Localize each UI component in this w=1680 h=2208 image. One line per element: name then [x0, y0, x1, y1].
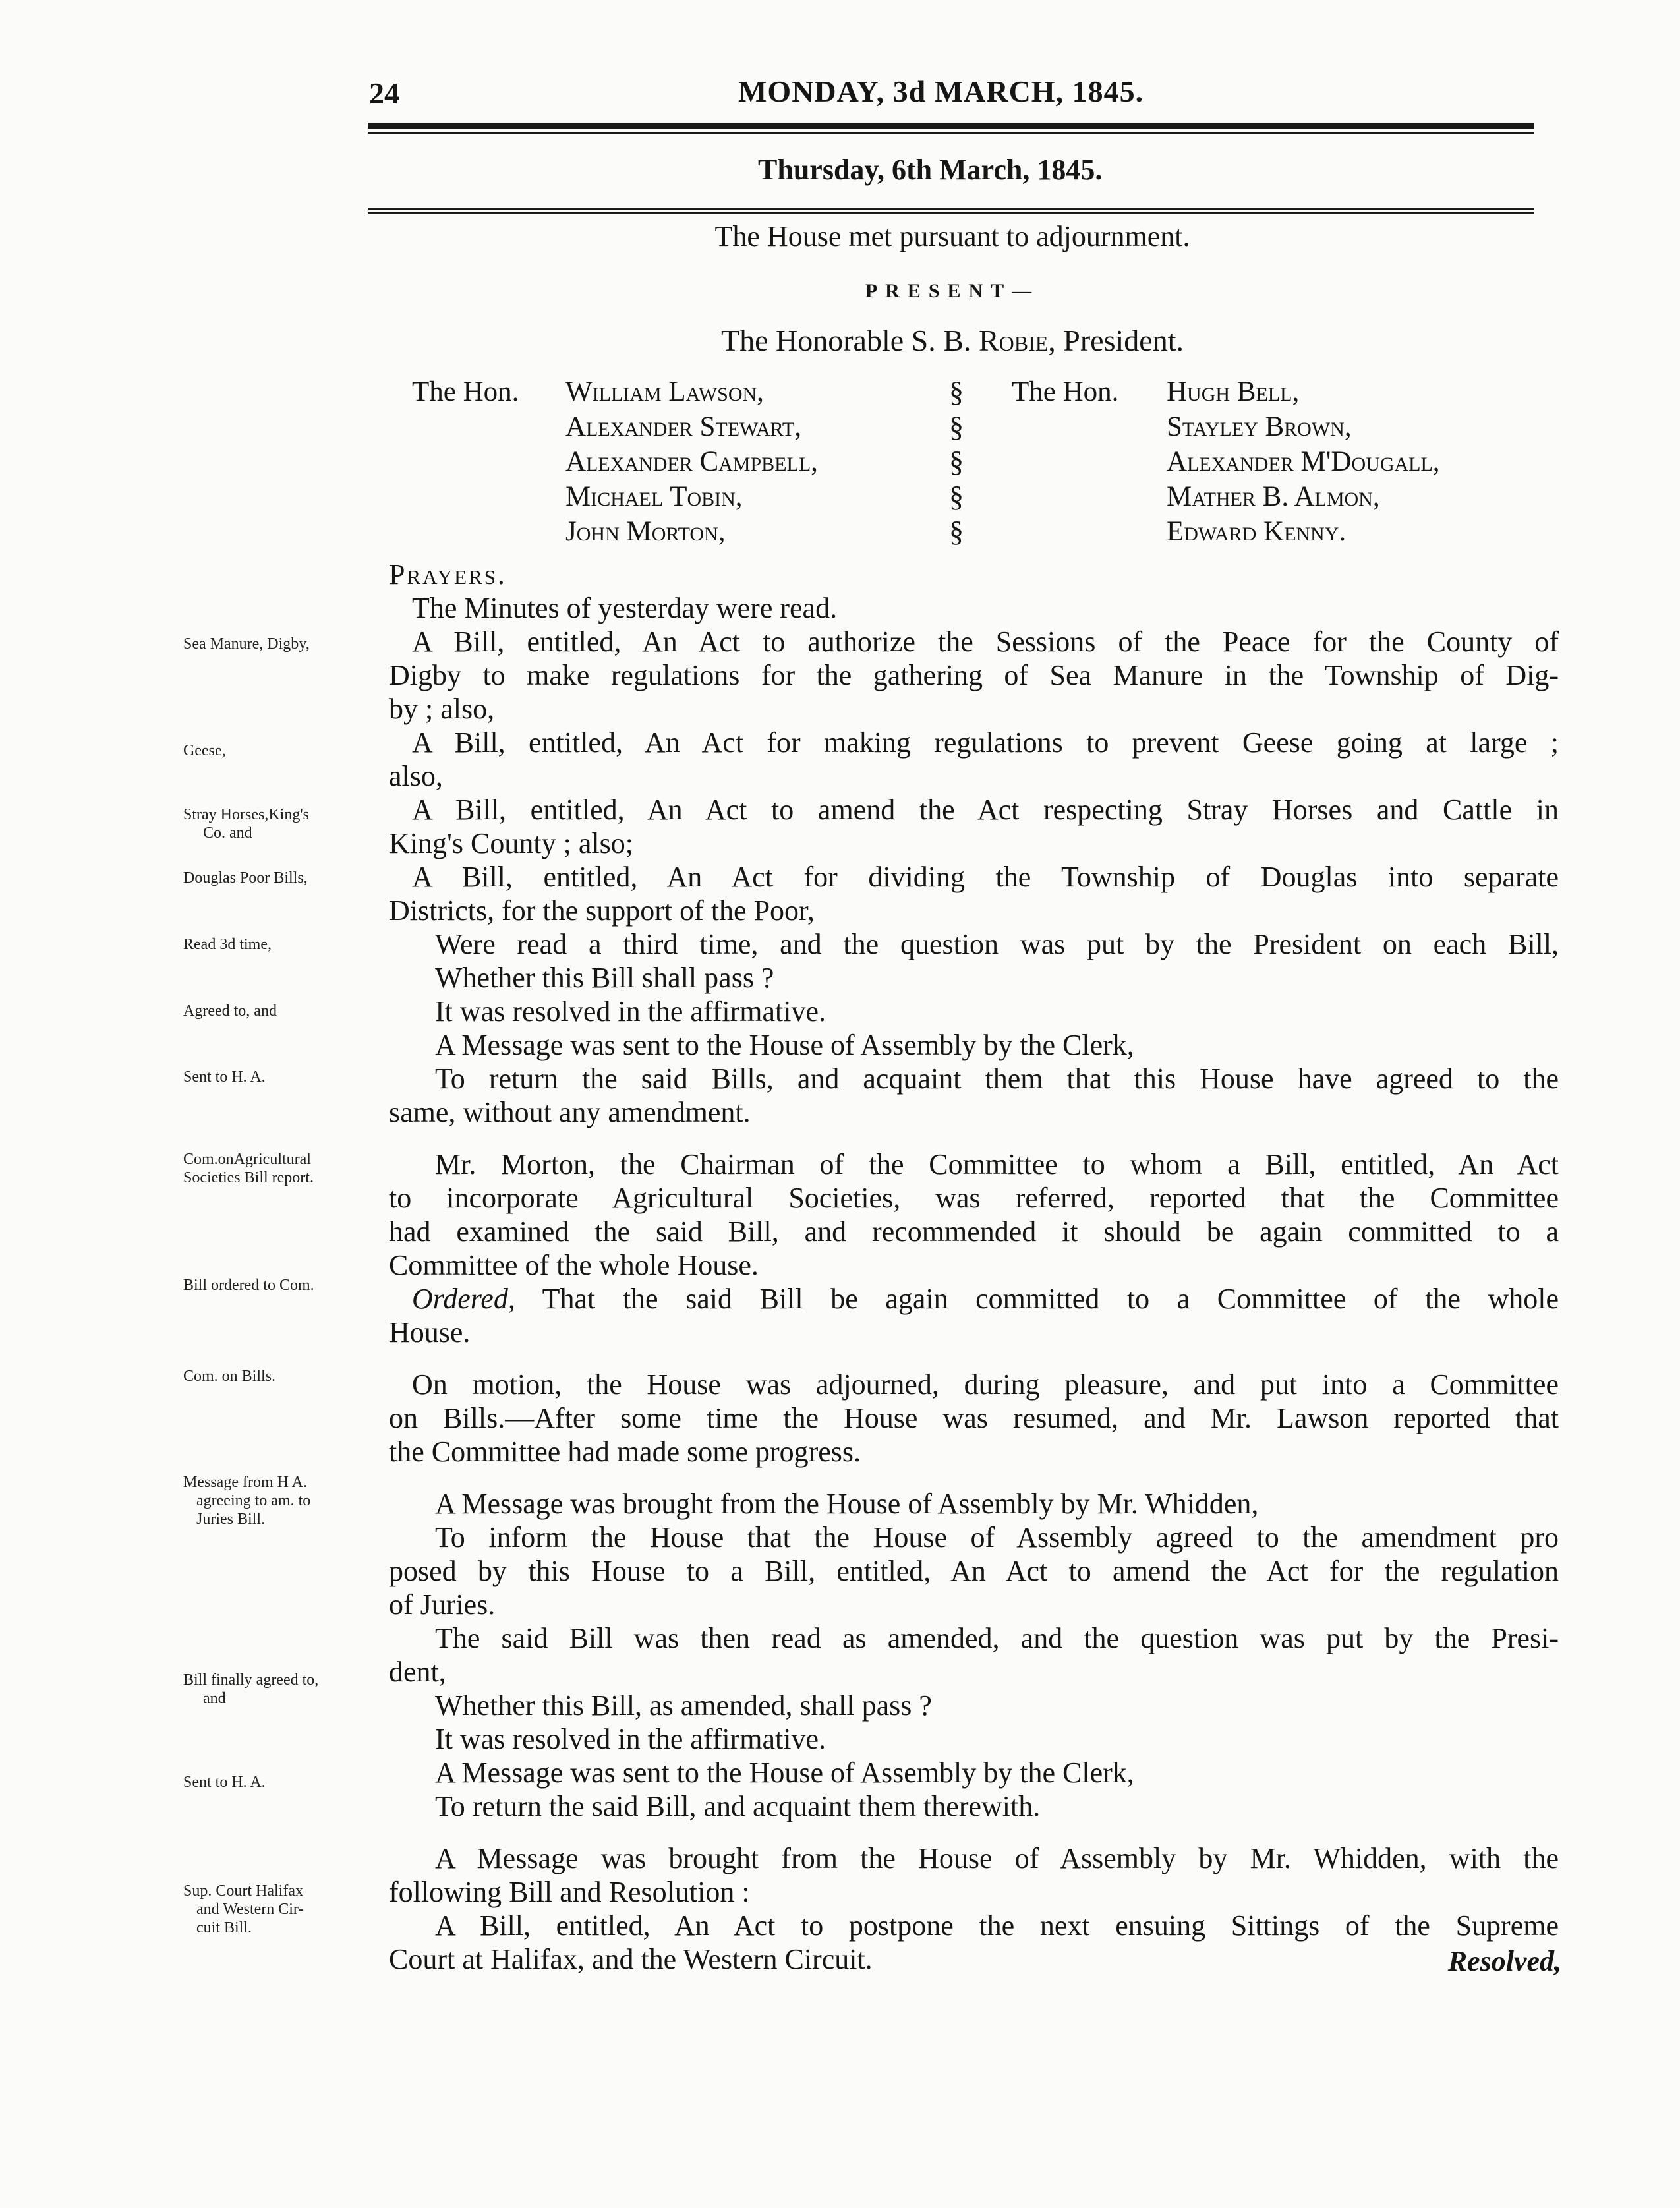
body-line: Whether this Bill, as amended, shall pass ?	[435, 1689, 932, 1722]
members-left-list	[565, 374, 818, 549]
member-name: Alexander Campbell,	[565, 446, 818, 477]
margin-note: Geese,	[183, 742, 226, 759]
margin-note: Stray Horses,King's Co. and	[183, 806, 309, 842]
body-line: A Message was sent to the House of Assembly by the Clerk,	[435, 1029, 1134, 1061]
catchword: Resolved,	[1447, 1945, 1561, 1977]
body-line: had examined the said Bill, and recommended it should be again committed to a	[389, 1215, 1559, 1248]
president-prefix: The Honorable S. B.	[721, 324, 979, 357]
body-line: of Juries.	[389, 1588, 496, 1621]
prayers-heading: Prayers.	[389, 558, 507, 591]
member-name: Michael Tobin,	[565, 481, 743, 512]
margin-note: Sent to H. A.	[183, 1774, 266, 1791]
body-line: A Bill, entitled, An Act for dividing the Township of Douglas into separate	[412, 861, 1559, 893]
subheader-rule-1	[368, 208, 1534, 210]
margin-note: Agreed to, and	[183, 1002, 277, 1020]
body-line: following Bill and Resolution :	[389, 1876, 750, 1908]
body-line: A Message was brought from the House of Assembly by Mr. Whidden, with the	[435, 1842, 1559, 1874]
body-line: posed by this House to a Bill, entitled, An Act to amend the Act for the regulation	[389, 1555, 1559, 1587]
body-line: A Bill, entitled, An Act to amend the Act respecting Stray Horses and Cattle in	[412, 794, 1559, 826]
margin-note: Com. on Bills.	[183, 1368, 276, 1385]
ordered-italic: Ordered,	[412, 1283, 515, 1315]
body-line: A Message was sent to the House of Assembly by the Clerk,	[435, 1757, 1134, 1789]
members-right-list	[1167, 374, 1440, 549]
body-line: the Committee had made some progress.	[389, 1436, 861, 1468]
members-left-prefix: The Hon.	[412, 376, 519, 407]
section-mark: §	[949, 515, 964, 548]
body-line: King's County ; also;	[389, 827, 633, 859]
body-line: Were read a third time, and the question was put by the President on each Bill,	[435, 928, 1559, 960]
body-line: To return the said Bills, and acquaint them that this House have agreed to the	[435, 1062, 1559, 1095]
member-name: John Morton,	[565, 516, 726, 547]
body-line: A Message was brought from the House of Assembly by Mr. Whidden,	[435, 1488, 1259, 1520]
margin-note: Sea Manure, Digby,	[183, 635, 310, 653]
section-mark: §	[949, 411, 964, 443]
section-mark: §	[949, 446, 964, 478]
president-name: Robie	[978, 324, 1049, 357]
margin-note: Douglas Poor Bills,	[183, 869, 308, 886]
body-line: The said Bill was then read as amended, and the question was put by the Presi-	[435, 1622, 1559, 1654]
body-line: Mr. Morton, the Chairman of the Committee to whom a Bill, entitled, An Act	[435, 1148, 1559, 1180]
body-line: dent,	[389, 1656, 446, 1688]
margin-note: Sup. Court Halifax and Western Cir- cuit Bill.	[183, 1882, 304, 1936]
member-name: Stayley Brown,	[1167, 411, 1352, 442]
margin-note: Com.onAgricultural Societies Bill report.	[183, 1151, 314, 1186]
member-name: William Lawson,	[565, 376, 764, 407]
section-mark: §	[949, 480, 964, 513]
sitting-date: Thursday, 6th March, 1845.	[758, 154, 1103, 186]
margin-note: Bill finally agreed to, and	[183, 1671, 319, 1707]
body-line: on Bills.—After some time the House was resumed, and Mr. Lawson reported that	[389, 1402, 1559, 1434]
header-rule-thick	[368, 123, 1534, 129]
present-heading: PRESENT—	[865, 280, 1040, 302]
members-right-prefix: The Hon.	[1012, 376, 1119, 407]
member-name: Alexander M'Dougall,	[1167, 446, 1440, 477]
president-line	[369, 323, 1536, 358]
body-line: Committee of the whole House.	[389, 1249, 759, 1281]
margin-note: Message from H A. agreeing to am. to Juries Bill.	[183, 1474, 311, 1528]
header-rule-thin	[368, 132, 1534, 134]
body-line: On motion, the House was adjourned, during pleasure, and put into a Committee	[412, 1368, 1559, 1401]
president-suffix: , President.	[1048, 324, 1184, 357]
section-marks	[949, 374, 964, 549]
body-line: Court at Halifax, and the Western Circuit.	[389, 1943, 873, 1975]
member-name: Alexander Stewart,	[565, 411, 801, 442]
body-line: House.	[389, 1316, 471, 1349]
body-line: It was resolved in the affirmative.	[435, 1723, 826, 1755]
body-line: Whether this Bill shall pass ?	[435, 962, 774, 994]
minutes-body	[389, 558, 1559, 1976]
body-line: A Bill, entitled, An Act for making regulations to prevent Geese going at large ;	[412, 726, 1559, 759]
member-name: Edward Kenny.	[1167, 516, 1347, 547]
body-line: also,	[389, 760, 443, 792]
body-line: To return the said Bill, and acquaint them therewith.	[435, 1790, 1041, 1822]
page-number: 24	[369, 76, 399, 110]
running-header-date: MONDAY, 3d MARCH, 1845.	[738, 74, 1144, 108]
body-line: Districts, for the support of the Poor,	[389, 894, 815, 927]
body-line: A Bill, entitled, An Act to postpone the next ensuing Sittings of the Supreme	[435, 1909, 1559, 1942]
subheader-rule-2	[368, 212, 1534, 214]
body-line: The Minutes of yesterday were read.	[412, 592, 838, 624]
ordered-line	[389, 1282, 1559, 1316]
house-met-line: The House met pursuant to adjournment.	[714, 220, 1190, 252]
member-name: Hugh Bell,	[1167, 376, 1300, 407]
body-line: same, without any amendment.	[389, 1096, 751, 1128]
body-line: To inform the House that the House of Assembly agreed to the amendment pro	[435, 1521, 1559, 1554]
body-line: to incorporate Agricultural Societies, was referred, reported that the Committee	[389, 1182, 1559, 1214]
body-line: It was resolved in the affirmative.	[435, 995, 826, 1028]
body-line: A Bill, entitled, An Act to authorize the Sessions of the Peace for the County of	[412, 625, 1559, 658]
ordered-text: That the said Bill be again committed to a Committee of the whole	[515, 1283, 1559, 1315]
section-mark: §	[949, 376, 964, 408]
margin-note: Bill ordered to Com.	[183, 1277, 314, 1294]
body-line: Digby to make regulations for the gathering of Sea Manure in the Township of Dig-	[389, 659, 1559, 691]
margin-note: Read 3d time,	[183, 936, 272, 953]
body-line: by ; also,	[389, 693, 495, 725]
margin-note: Sent to H. A.	[183, 1068, 266, 1086]
member-name: Mather B. Almon,	[1167, 481, 1380, 512]
